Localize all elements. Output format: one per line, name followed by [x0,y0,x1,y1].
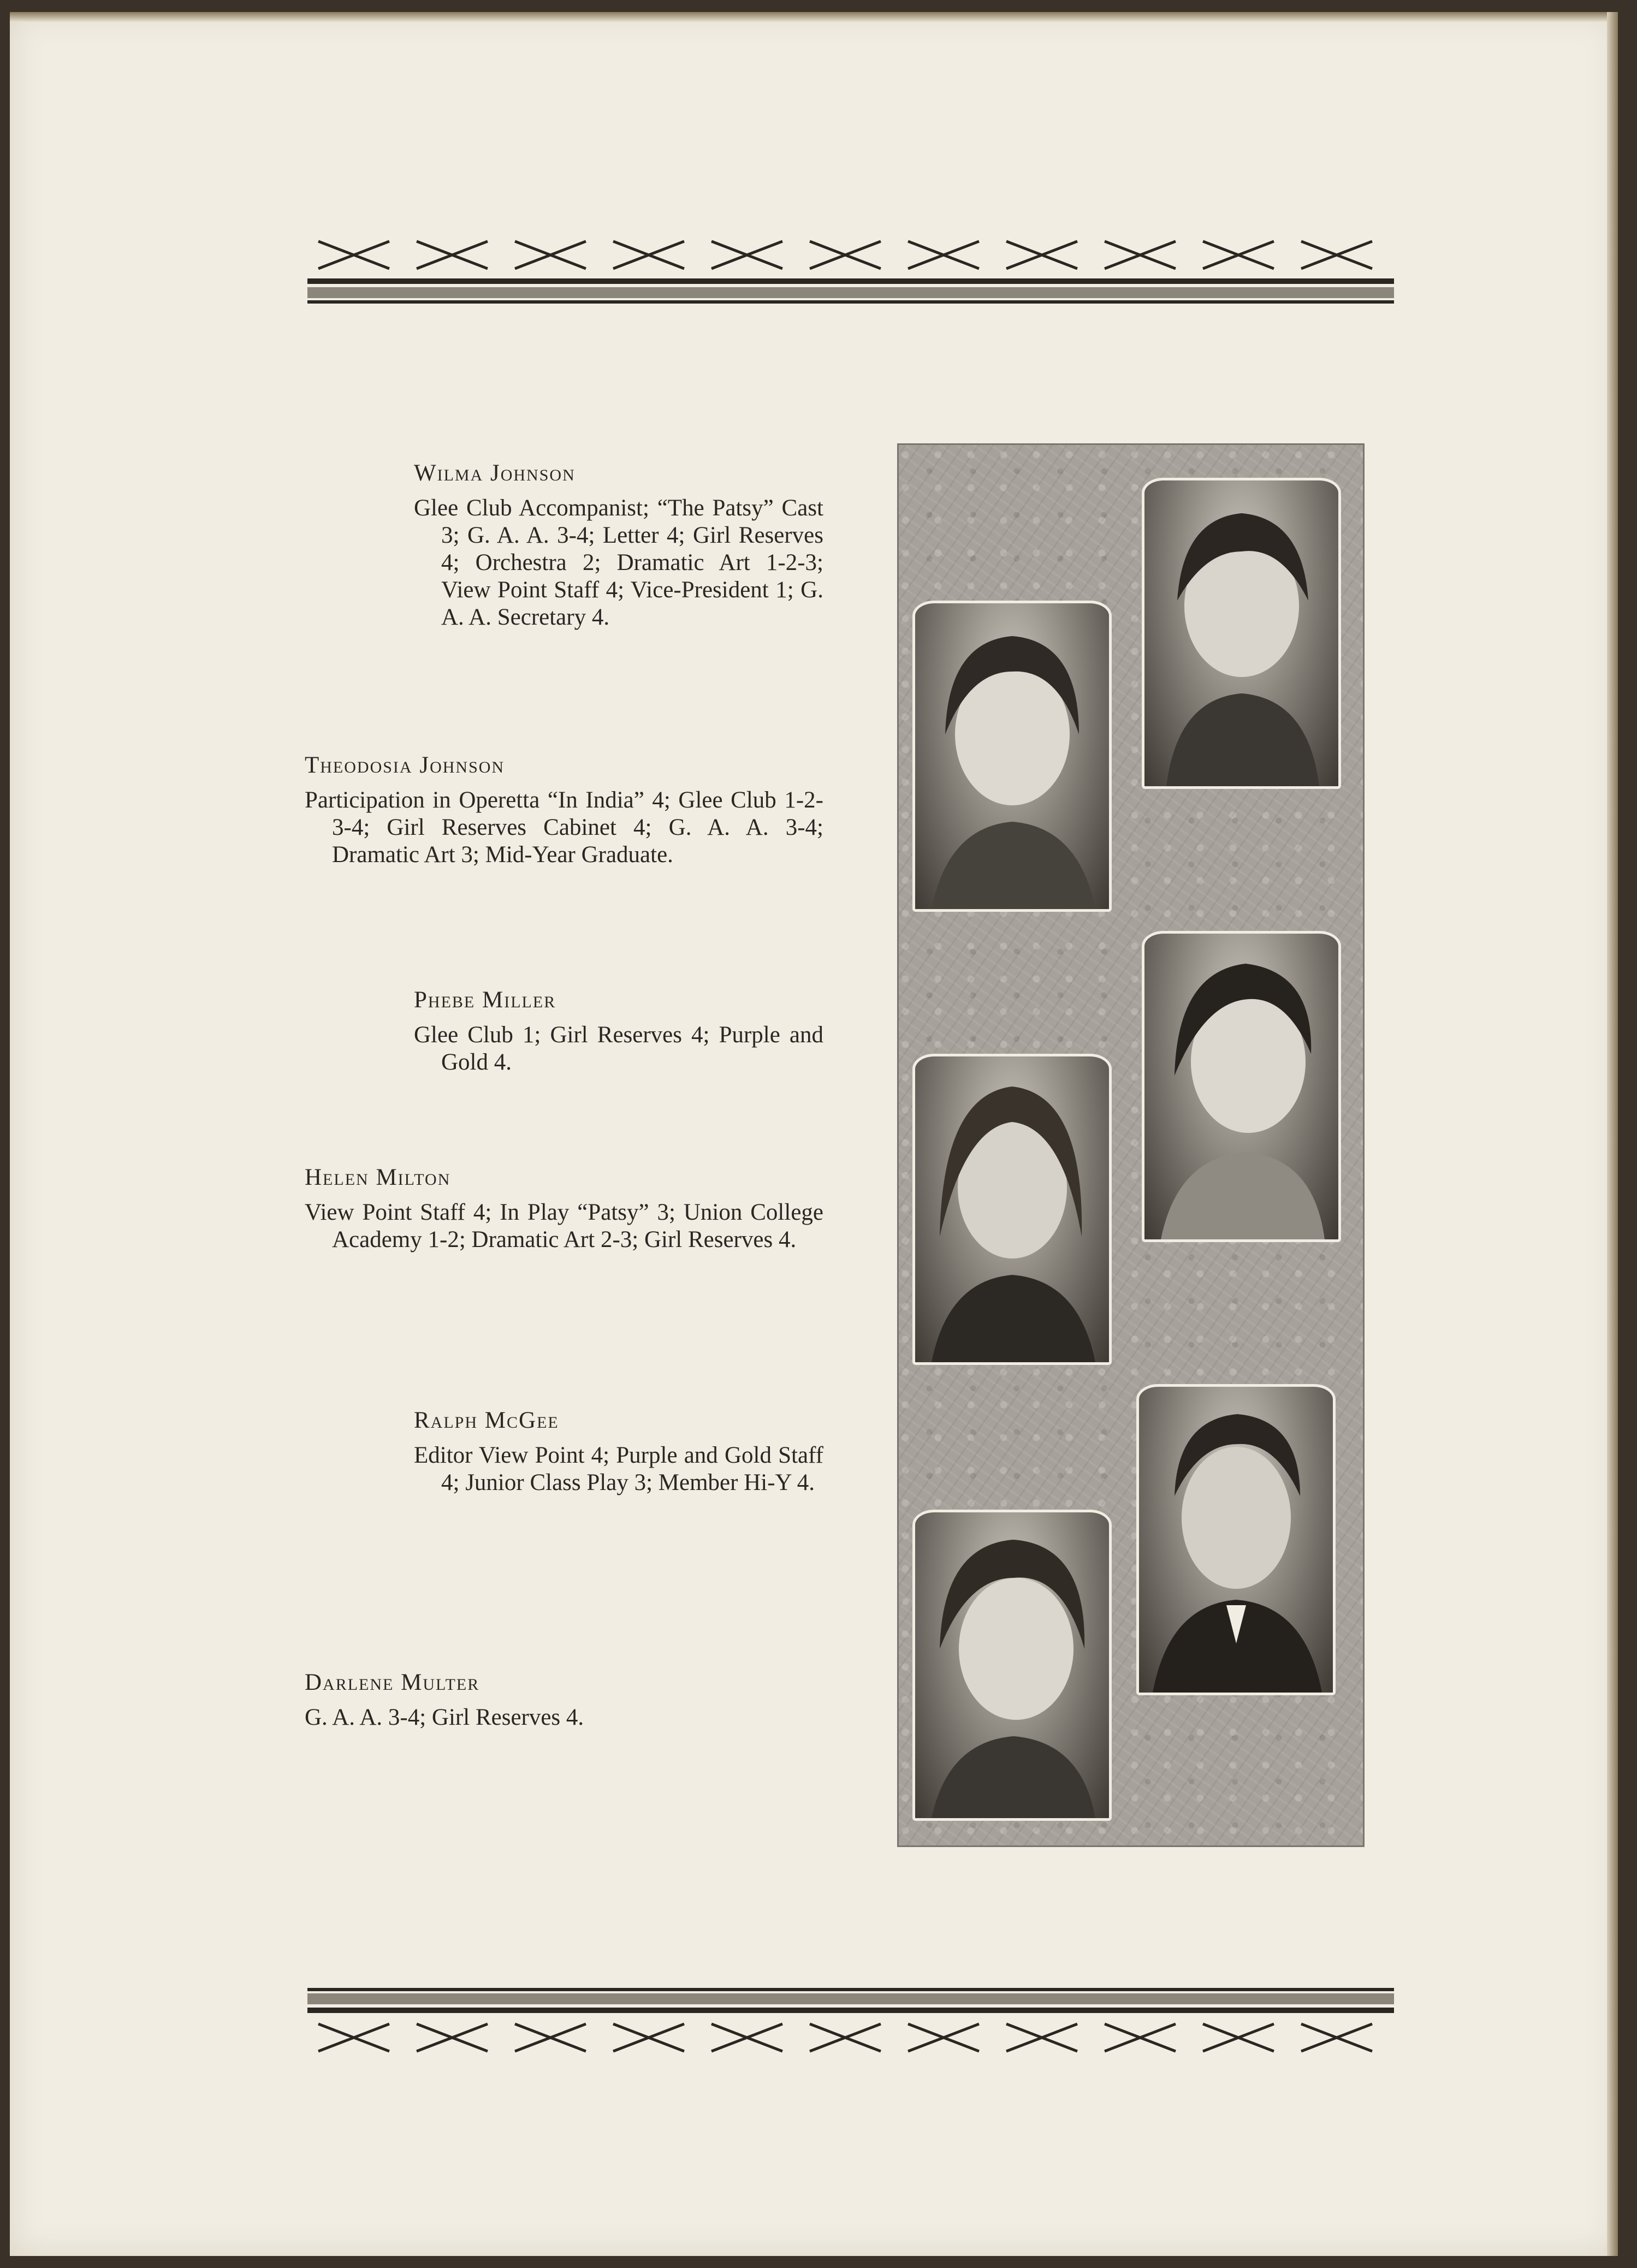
entry-activities: Participation in Operetta “In India” 4; Glee Club 1-2-3-4; Girl Reserves Cabinet 4; G. A. A. 3-4; Dramatic Art 3; Mid-Year Graduate. [305,787,823,868]
portrait-phebe-miller [1142,931,1341,1242]
page-top-edge [10,12,1618,22]
decorative-border-bottom [307,1986,1394,2062]
portrait-wilma-johnson [1142,478,1341,789]
entry-activities: G. A. A. 3-4; Girl Reserves 4. [305,1705,584,1730]
entry-name: Helen Milton [305,1165,451,1190]
page-binding-edge [1607,12,1618,2256]
entry-name: Ralph McGee [414,1408,559,1433]
entry-activities: Editor View Point 4; Purple and Gold Staff 4; Junior Class Play 3; Member Hi-Y 4. [414,1442,823,1495]
entry-name: Darlene Multer [305,1670,480,1695]
entry-activities: Glee Club 1; Girl Reserves 4; Purple and Gold 4. [414,1022,823,1075]
portrait-panel [897,443,1365,1847]
portrait-theodosia-johnson [912,601,1112,912]
portrait-helen-milton [912,1054,1112,1365]
yearbook-page [10,12,1618,2256]
entry-activities: View Point Staff 4; In Play “Patsy” 3; Union College Academy 1-2; Dramatic Art 2-3; Girl Reserves 4. [305,1200,823,1252]
entry-helen-milton [305,1164,823,1254]
entry-activities: Glee Club Accompanist; “The Patsy” Cast 3; G. A. A. 3-4; Letter 4; Girl Reserves 4; Orchestra 2; Dramatic Art 1-2-3; View Point Staff 4; Vice-President 1; G. A. A. Secretary 4. [414,495,823,630]
entry-name: Phebe Miller [414,987,556,1013]
entry-name: Theodosia Johnson [305,752,505,778]
entry-ralph-mcgee [414,1407,823,1497]
entry-wilma-johnson [414,460,823,631]
decorative-border-top [307,230,1394,307]
entry-name: Wilma Johnson [414,460,576,486]
portrait-darlene-multer [912,1510,1112,1821]
entry-phebe-miller [414,987,823,1076]
entry-theodosia-johnson [305,752,823,869]
portrait-ralph-mcgee [1136,1384,1336,1695]
entry-darlene-multer [305,1669,823,1731]
